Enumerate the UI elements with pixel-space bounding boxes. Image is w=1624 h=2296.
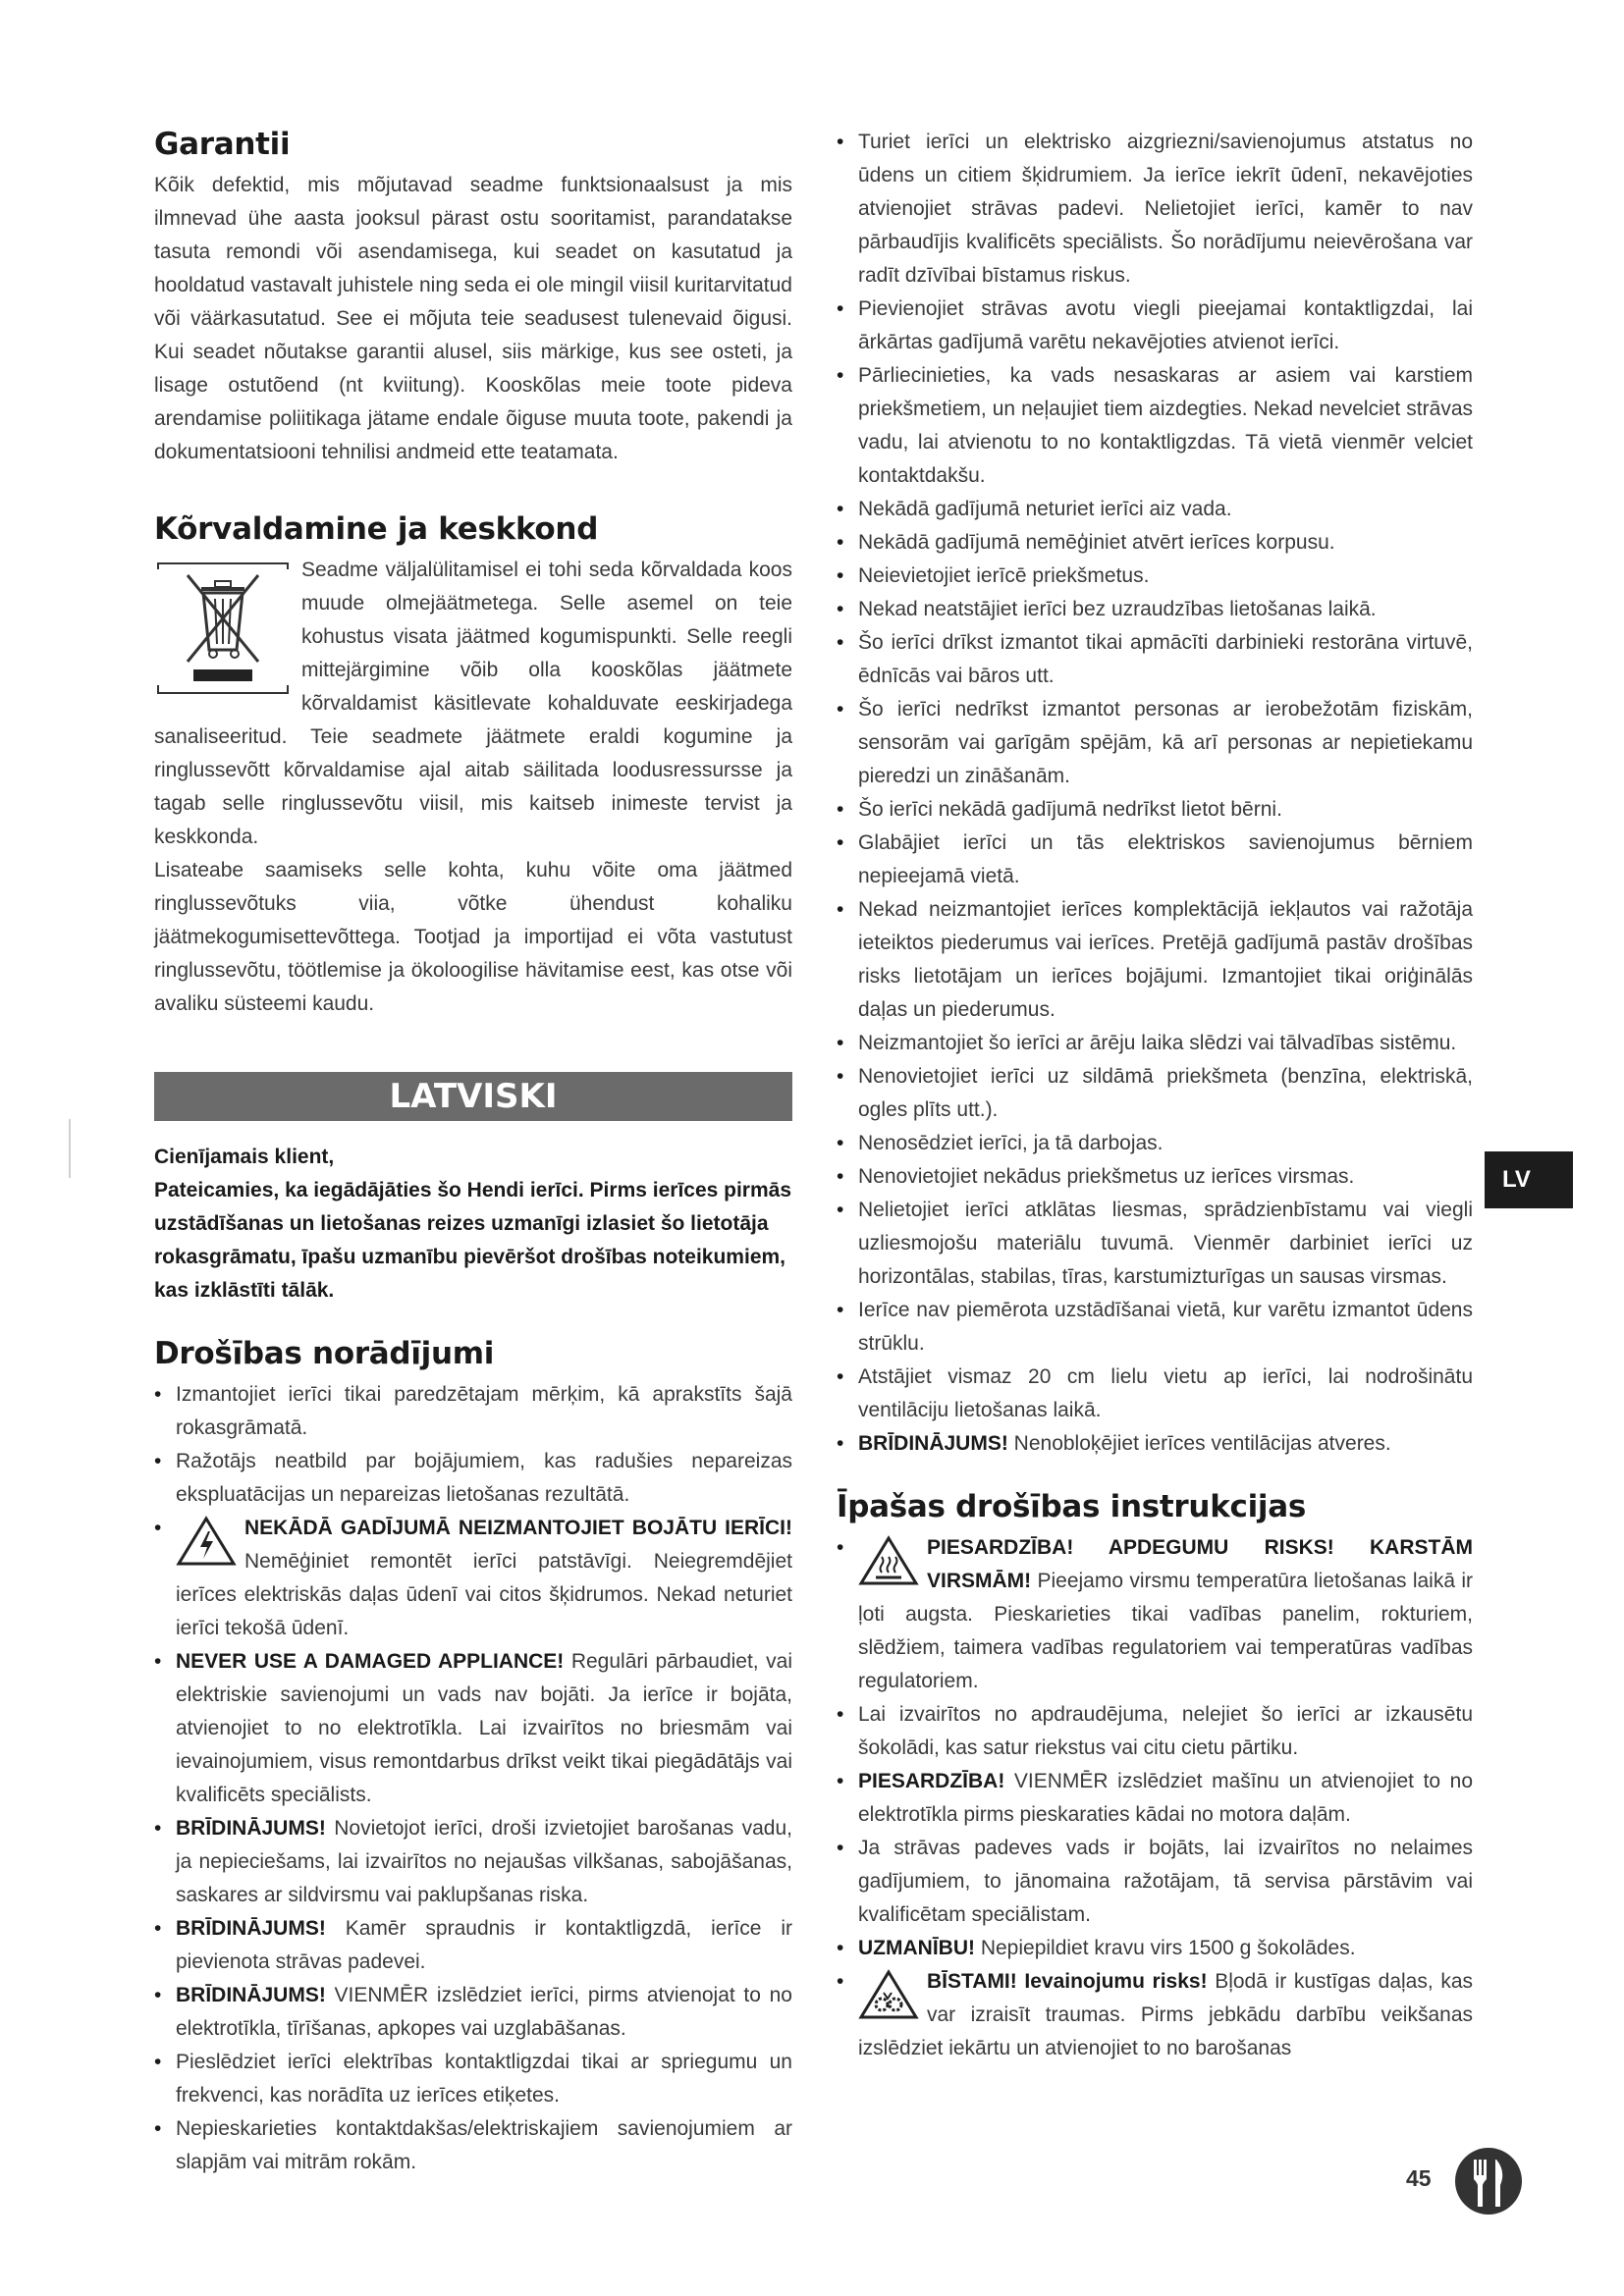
moving-parts-icon [858,1969,919,2020]
list-item [837,560,1473,593]
language-tab: LV [1485,1151,1573,1208]
greeting: Cienījamais klient, [154,1146,335,1168]
list-item [837,526,1473,560]
item-text: Regulāri pārbaudiet, vai elektriskie savienojumi un vads nav bojāti. Ja ierīce ir bojāta, atvienojiet to no elektrotīkla. Lai izvairītos no briesmām vai ievainojumiem, visus remontdarbus drīkst veikt tikai piegādātājs vai kvalificēts speciālists. [176,1650,793,1806]
language-banner: LATVISKI [154,1072,792,1121]
list-item [837,493,1473,526]
list-item [154,1445,792,1512]
item-text: Pieejamo virsmu temperatūra lietošanas laikā ir ļoti augsta. Pieskarieties tikai vadības panelim, rokturiem, slēdžiem, taimera vadības regulatoriem vai temperatūras vadības regulatoriem. [858,1570,1473,1692]
list-item [837,1427,1473,1461]
item-text: Šo ierīci drīkst izmantot tikai apmācīti darbinieki restorāna virtuvē, ēdnīcās vai bāros utt. [858,631,1473,687]
guarantee-text: Kõik defektid, mis mõjutavad seadme funktsionaalsust ja mis ilmnevad ühe aasta jooksul pärast ostu sooritamist, parandatakse tasuta remondi või asendamisega, kui seadet on kasutatud ja hooldatud vastavalt juhistele ning seda ei ole mingil viisil kuritarvitatud või väärkasutatud. See ei mõjuta teie seadusest tulenevaid õigusi. Kui seadet nõutakse garantii alusel, siis märkige, kus see osteti, ja lisage ostutõend (nt kviitung). Kooskõlas meie toote pideva arendamise poliitikaga jätame endale õiguse muuta toote, pakendi ja dokumentatsiooni tehnilisi andmeid ette teatamata. [154,174,792,463]
item-strong: BRĪDINĀJUMS! [176,1817,326,1840]
item-text: Nepiepildiet kravu virs 1500 g šokolādes. [974,1937,1356,1959]
item-strong: BRĪDINĀJUMS! [176,1917,326,1940]
item-text: Ierīce nav piemērota uzstādīšanai vietā, kur varētu izmantot ūdens strūklu. [858,1299,1473,1355]
item-text: Nenovietojiet nekādus priekšmetus uz ierīces virsmas. [858,1165,1355,1188]
item-text: Neievietojiet ierīcē priekšmetus. [858,564,1150,587]
guarantee-section [154,126,792,469]
crossed-bin-icon [154,560,292,697]
guarantee-title: Garantii [154,127,291,162]
item-text: Nelietojiet ierīci atklātas liesmas, sprādzienbīstamu vai viegli uzliesmojošu materiālu tuvumā. Vienmēr darbiniet ierīci uz horizontālas, stabilas, tīras, karstumizturīgas un sausas virsmas. [858,1199,1473,1288]
list-item [837,1027,1473,1060]
item-strong: NEKĀDĀ GADĪJUMĀ NEIZMANTOJIET BOJĀTU IERĪCI! [244,1517,792,1539]
item-text: Nekad neizmantojiet ierīces komplektācijā iekļautos vai ražotāja ieteiktos piederumus vai ierīces. Pretējā gadījumā pastāv drošības risks lietotājam un ierīces bojājumi. Izmantojiet tikai oriģinālās daļas un piederumus. [858,898,1473,1021]
hot-surface-icon [858,1535,919,1586]
safety-section [154,1335,792,2179]
item-strong: UZMANĪBU! [858,1937,975,1959]
item-text: VIENMĒR izslēdziet mašīnu un atvienojiet to no elektrotīkla pirms pieskaraties kādai no motora daļām. [858,1770,1473,1826]
list-item [837,593,1473,626]
disposal-text-2: Lisateabe saamiseks selle kohta, kuhu võite oma jäätmed ringlussevõtuks viia, võtke ühendust kohaliku jäätmekogumisettevõttega. Tootjad ja importijad ei võta vastutust ringlussevõtu, töötlemise ja ökoloogilise hävitamise eest, kas otse või avaliku süsteemi kaudu. [154,859,792,1015]
disposal-title: Kõrvaldamine ja keskkond [154,511,599,547]
item-text: Turiet ierīci un elektrisko aizgriezni/savienojumus atstatus no ūdens un citiem šķidrumiem. Ja ierīce iekrīt ūdenī, nekavējoties atvienojiet strāvas padevi. Nelietojiet ierīci, kamēr to nav pārbaudījis kvalificēts speciālists. Šo norādījumu neievērošana var radīt dzīvībai bīstamus riskus. [858,131,1473,287]
list-item [154,2112,792,2179]
item-strong: NEVER USE A DAMAGED APPLIANCE! [176,1650,565,1673]
item-strong: BRĪDINĀJUMS! [176,1984,326,2006]
list-item [837,359,1473,493]
special-safety-title: Īpašas drošības instrukcijas [837,1489,1307,1524]
list-item [837,1698,1473,1765]
list-item [154,1512,792,1645]
list-item [837,827,1473,893]
left-column [154,126,792,2179]
disposal-text-1: Seadme väljalülitamisel ei tohi seda kõrvaldada koos muude olmejäätmetega. Selle asemel on teie kohustus visata jäätmed kogumispunkti. Selle reegli mittejärgimine võib olla kooskõlas jäätmete kõrvaldamist käsitlevate kohalduvate eeskirjadega sanaliseeritud. Teie seadmete jäätmete eraldi kogumine ja ringlussevõtt kõrvaldamise ajal aitab säilitada loodusressursse ja tagab selle ringlussevõtu viisil, mis kaitseb inimeste tervist ja keskkonda. [154,559,792,848]
item-text: Nekādā gadījumā neturiet ierīci aiz vada. [858,498,1232,520]
item-text: Novietojot ierīci, droši izvietojiet barošanas vadu, ja nepieciešams, lai izvairītos no nejaušas vilkšanas, sabojāšanas, saskares ar sildvirsmu vai paklupšanas riska. [176,1817,792,1906]
safety-list-continued [837,126,1473,1461]
list-item [837,626,1473,693]
intro-text: Pateicamies, ka iegādājāties šo Hendi ierīci. Pirms ierīces pirmās uzstādīšanas un lietošanas reizes uzmanīgi izlasiet šo lietotāja rokasgrāmatu, īpašu uzmanību pievēršot drošības noteikumiem, kas izklāstīti tālāk. [154,1179,792,1302]
list-item [837,1832,1473,1932]
item-strong: BĪSTAMI! Ievainojumu risks! [927,1970,1208,1993]
disposal-section [154,510,792,1021]
list-item [154,1912,792,1979]
list-item [837,126,1473,293]
item-text: VIENMĒR izslēdziet ierīci, pirms atvienojat to no elektrotīkla, tīrīšanas, apkopes vai uzglabāšanas. [176,1984,792,2040]
item-text: Nenobloķējiet ierīces ventilācijas atveres. [1007,1432,1391,1455]
list-item [837,1160,1473,1194]
list-item [837,1194,1473,1294]
right-column [837,126,1473,2065]
item-text: Kamēr spraudnis ir kontaktligzdā, ierīce ir pievienota strāvas padevei. [176,1917,792,1973]
list-item [837,1965,1473,2065]
list-item [837,1127,1473,1160]
item-text: Šo ierīci nedrīkst izmantot personas ar ierobežotām fiziskām, sensorām vai garīgām spējām, kā arī personas ar nepietiekamu pieredzi un zināšanām. [858,698,1473,787]
item-text: Bļodā ir kustīgas daļas, kas var izraisīt traumas. Pirms jebkādu darbību veikšanas izslēdziet iekārtu un atvienojiet to no barošanas [858,1970,1473,2059]
margin-mark [69,1119,71,1178]
item-strong: BRĪDINĀJUMS! [858,1432,1008,1455]
list-item [837,693,1473,793]
item-text: Neizmantojiet šo ierīci ar ārēju laika slēdzi vai tālvadības sistēmu. [858,1032,1457,1054]
item-text: Atstājiet vismaz 20 cm lielu vietu ap ierīci, lai nodrošinātu ventilāciju lietošanas laikā. [858,1365,1473,1421]
special-safety-section [837,1488,1473,2065]
item-text: Nekādā gadījumā nemēģiniet atvērt ierīces korpusu. [858,531,1335,554]
list-item [837,1932,1473,1965]
page-number: 45 [1406,2165,1432,2191]
item-text: Nepieskarieties kontaktdakšas/elektriskajiem savienojumiem ar slapjām vai mitrām rokām. [176,2117,792,2173]
item-text: Lai izvairītos no apdraudējuma, nelejiet šo ierīci ar izkausētu šokolādi, kas satur riekstus vai citu cietu pārtiku. [858,1703,1473,1759]
item-text: Izmantojiet ierīci tikai paredzētajam mērķim, kā aprakstīts šajā rokasgrāmatā. [176,1383,792,1439]
list-item [154,1979,792,2046]
item-text: Pievienojiet strāvas avotu viegli pieejamai kontaktligzdai, lai ārkārtas gadījumā varētu nekavējoties atvienot ierīci. [858,297,1473,353]
list-item [837,1060,1473,1127]
list-item [837,1361,1473,1427]
list-item [837,1294,1473,1361]
item-strong: PIESARDZĪBA! [858,1770,1005,1792]
list-item [837,893,1473,1027]
list-item [837,793,1473,827]
item-text: Šo ierīci nekādā gadījumā nedrīkst lietot bērni. [858,798,1282,821]
item-text: Ja strāvas padeves vads ir bojāts, lai izvairītos no nelaimes gadījumiem, to jānomaina ražotājam, tā servisa pārstāvim vai kvalificētam speciālistam. [858,1837,1473,1926]
list-item [837,1765,1473,1832]
item-strong: PIESARDZĪBA! APDEGUMU RISKS! KARSTĀM VIRSMĀM! [927,1536,1473,1592]
list-item [154,1645,792,1812]
electric-hazard-icon [176,1516,237,1567]
item-text: Nenosēdziet ierīci, ja tā darbojas. [858,1132,1164,1154]
item-text: Pārliecinieties, ka vads nesaskaras ar asiem vai karstiem priekšmetiem, un neļaujiet tiem aizdegties. Nekad nevelciet strāvas vadu, lai atvienotu to no kontaktligzdas. Tā vietā vienmēr velciet kontaktdakšu. [858,364,1473,487]
item-text: Nenovietojiet ierīci uz sildāmā priekšmeta (benzīna, elektriskā, ogles plīts utt.). [858,1065,1473,1121]
item-text: Ražotājs neatbild par bojājumiem, kas radušies nepareizas ekspluatācijas un nepareizas lietošanas rezultātā. [176,1450,792,1506]
list-item [154,1378,792,1445]
list-item [837,1531,1473,1698]
item-text: Glabājiet ierīci un tās elektriskos savienojumus bērniem nepieejamā vietā. [858,831,1473,887]
list-item [154,1812,792,1912]
item-text: Nemēģiniet remontēt ierīci patstāvīgi. Neiegremdējiet ierīces elektriskās daļas ūdenī vai citos šķidrumos. Nekad neturiet ierīci tekošā ūdenī. [176,1550,792,1639]
item-text: Nekad neatstājiet ierīci bez uzraudzības lietošanas laikā. [858,598,1377,620]
item-text: Pieslēdziet ierīci elektrības kontaktligzdai tikai ar spriegumu un frekvenci, kas norādīta uz ierīces etiķetes. [176,2051,792,2107]
safety-title: Drošības norādījumi [154,1336,495,1371]
cutlery-logo-icon [1453,2146,1524,2216]
list-item [837,293,1473,359]
list-item [154,2046,792,2112]
